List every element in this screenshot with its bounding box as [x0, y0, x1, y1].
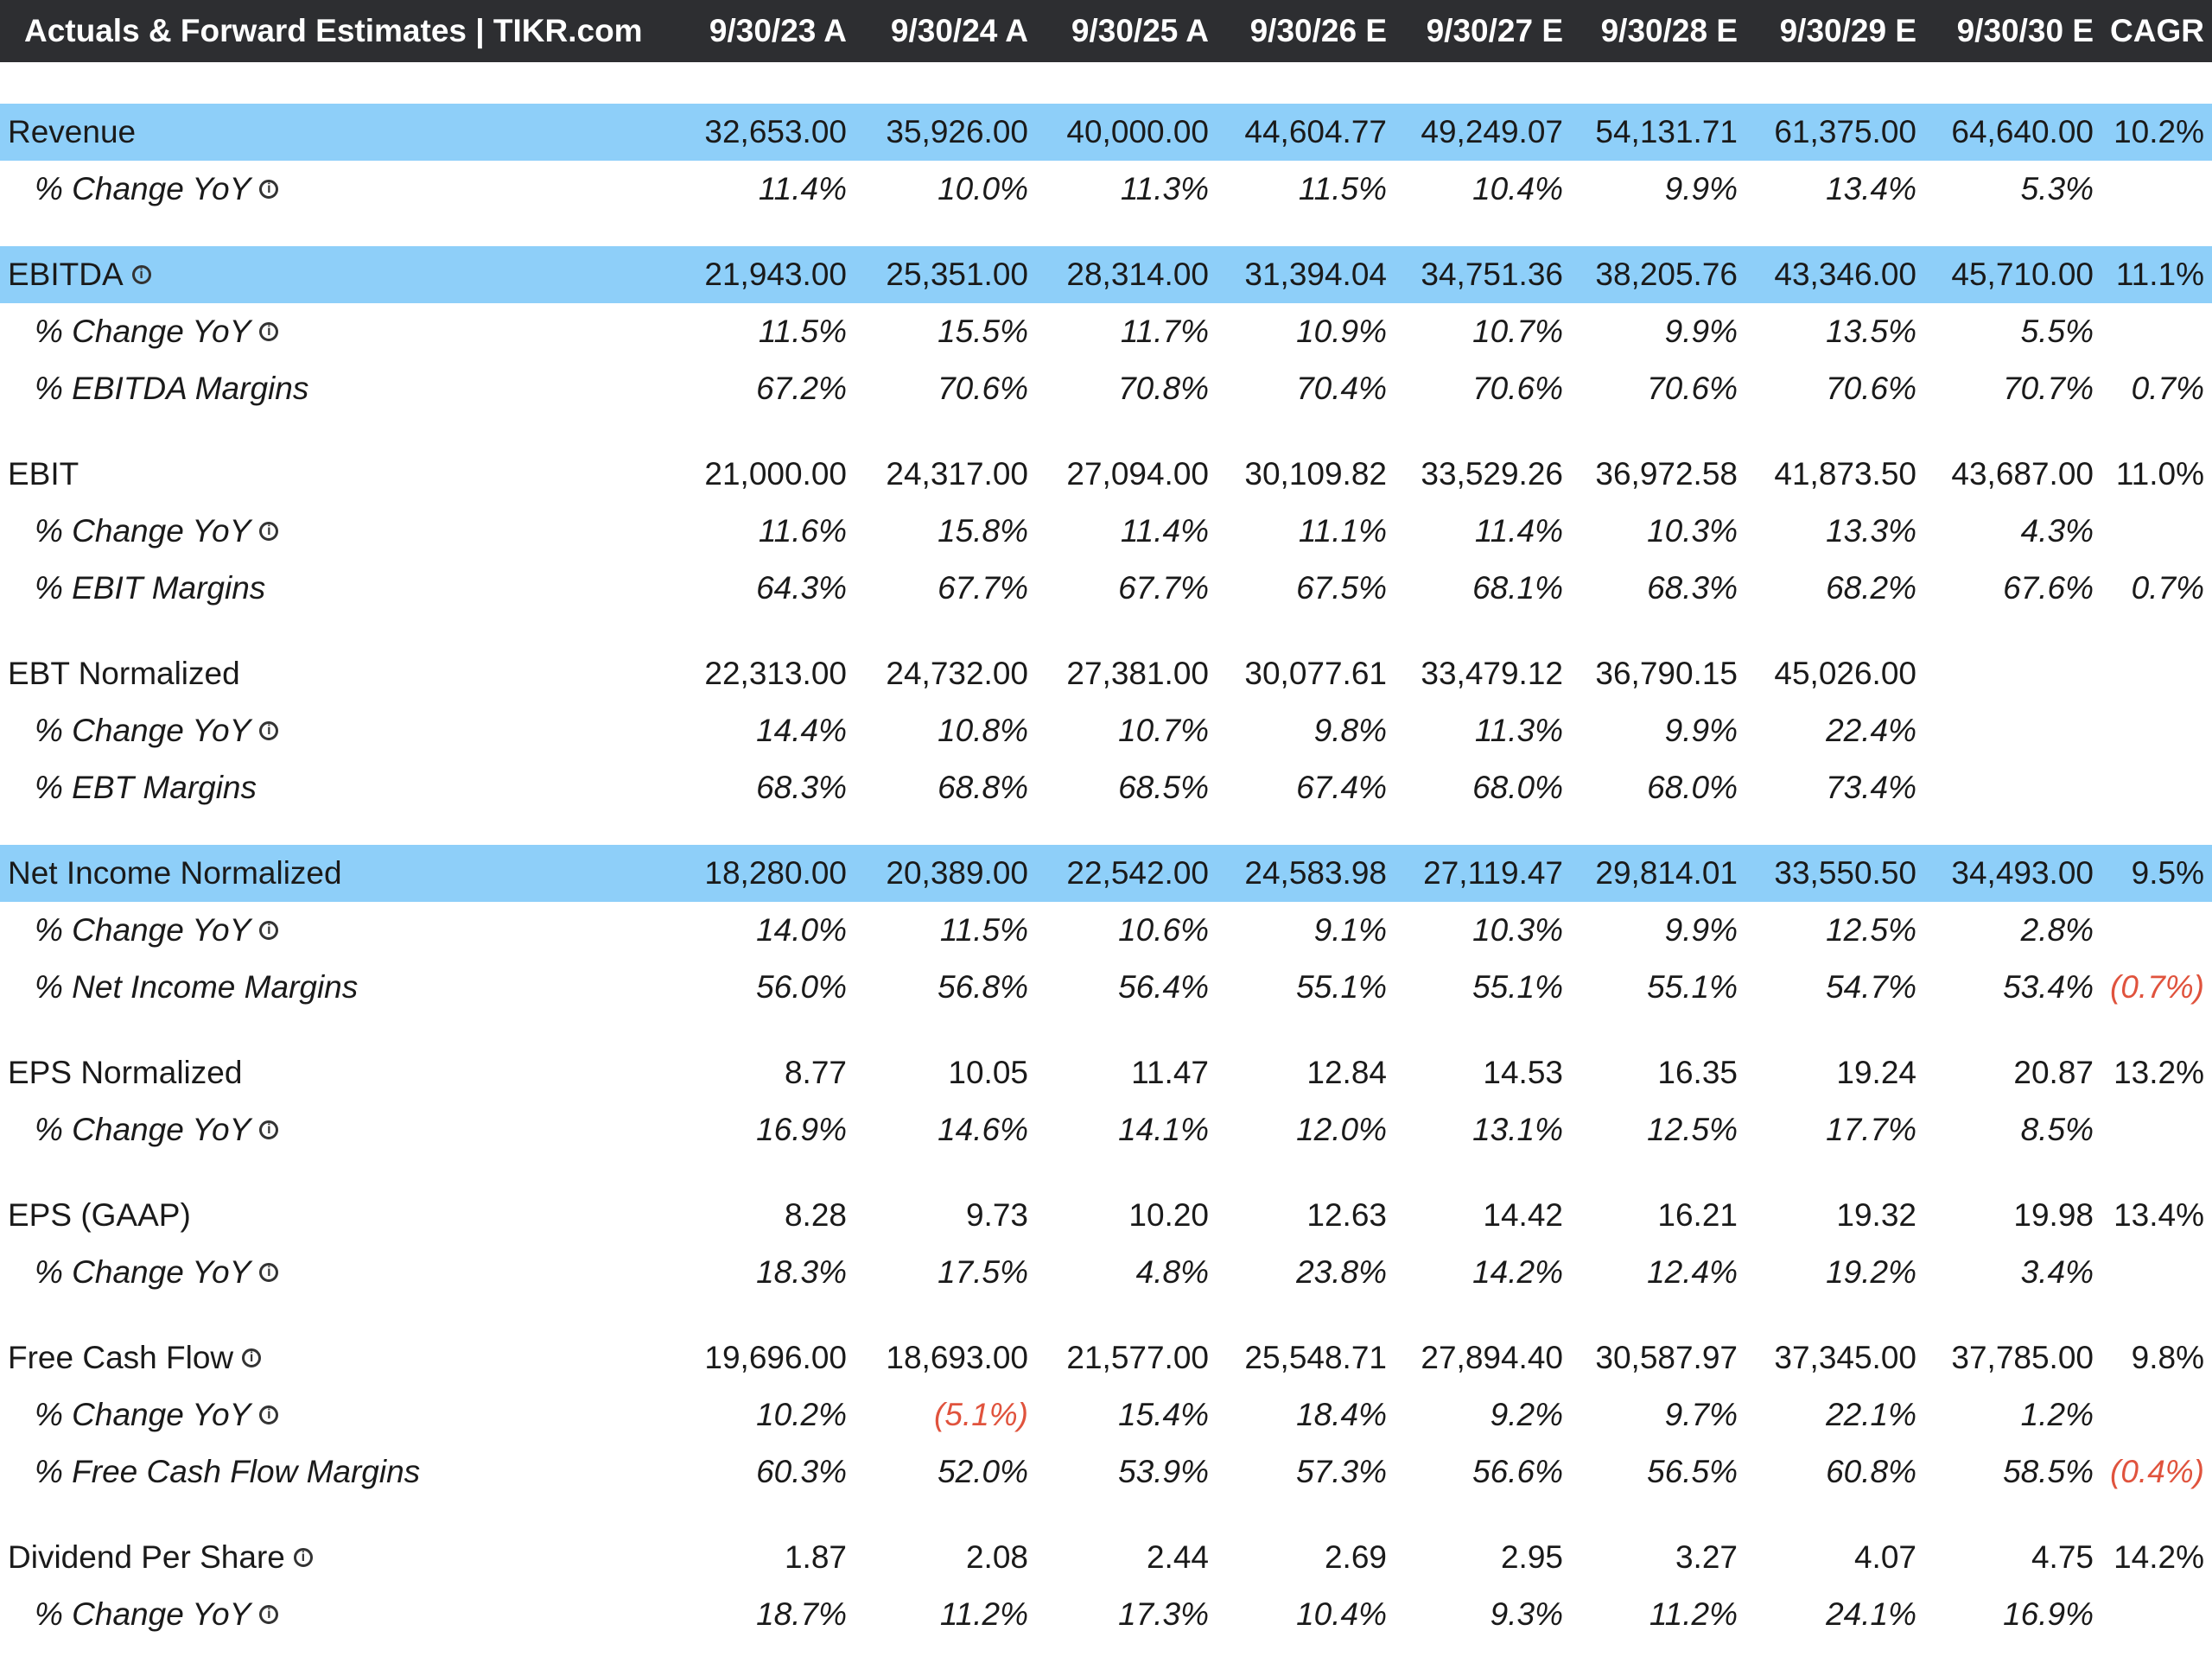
row-label	[8, 104, 136, 161]
value-cell: 13.3%	[1826, 513, 1916, 549]
value-cell: 64,640.00	[1951, 114, 2094, 149]
row-label-text: Dividend Per Share	[8, 1539, 285, 1575]
value-cell: 43,687.00	[1951, 456, 2094, 492]
value-cell: 55.1%	[1472, 969, 1563, 1005]
value-cell: 22,313.00	[704, 656, 847, 691]
row-label	[8, 645, 240, 702]
value-cell: 21,577.00	[1066, 1340, 1209, 1375]
row-label-text: % Change YoY	[35, 513, 251, 549]
value-cell: 53.9%	[1118, 1454, 1209, 1489]
value-cell: 54,131.71	[1595, 114, 1738, 149]
value-cell: 11.4%	[1474, 513, 1563, 549]
cagr-cell: 13.4%	[2113, 1197, 2204, 1233]
table-row	[0, 759, 2212, 816]
row-label	[35, 959, 358, 1016]
value-cell: 14.0%	[756, 912, 847, 948]
column-header[interactable]: 9/30/30 E	[1956, 13, 2094, 48]
value-cell: 9.3%	[1490, 1596, 1563, 1632]
value-cell: 30,077.61	[1244, 656, 1387, 691]
value-cell: 68.8%	[938, 770, 1028, 805]
value-cell: 13.1%	[1472, 1112, 1563, 1147]
value-cell: 68.3%	[756, 770, 847, 805]
row-label	[35, 303, 278, 360]
value-cell: 27,119.47	[1423, 855, 1563, 891]
value-cell: 11.47	[1131, 1055, 1209, 1090]
value-cell: 70.6%	[1647, 371, 1738, 406]
value-cell: 9.9%	[1664, 912, 1738, 948]
value-cell: 9.9%	[1664, 171, 1738, 206]
value-cell: 15.4%	[1118, 1397, 1209, 1432]
table-row	[0, 104, 2212, 161]
table-row	[0, 503, 2212, 560]
value-cell: 2.8%	[2020, 912, 2094, 948]
row-label-text: % EBT Margins	[35, 770, 257, 805]
row-label	[8, 1044, 242, 1101]
value-cell: 10.2%	[756, 1397, 847, 1432]
row-label-text: EPS (GAAP)	[8, 1197, 191, 1233]
value-cell: 67.5%	[1296, 570, 1387, 606]
cagr-cell: (0.4%)	[2110, 1454, 2204, 1489]
value-cell: 11.4%	[1120, 513, 1209, 549]
value-cell: 73.4%	[1826, 770, 1916, 805]
table-row	[0, 902, 2212, 959]
info-icon[interactable]: i	[294, 1548, 313, 1567]
value-cell: 19.98	[2013, 1197, 2094, 1233]
value-cell: 33,550.50	[1774, 855, 1916, 891]
value-cell: 68.2%	[1826, 570, 1916, 606]
value-cell: 70.6%	[1472, 371, 1563, 406]
row-label	[35, 702, 278, 759]
row-label-text: EBT Normalized	[8, 656, 240, 691]
value-cell: 38,205.76	[1595, 257, 1738, 292]
value-cell: 4.07	[1853, 1539, 1916, 1575]
value-cell: 30,587.97	[1595, 1340, 1738, 1375]
value-cell: 70.8%	[1118, 371, 1209, 406]
value-cell: 56.0%	[756, 969, 847, 1005]
row-label	[8, 246, 151, 303]
value-cell: 27,381.00	[1066, 656, 1209, 691]
value-cell: 9.7%	[1664, 1397, 1738, 1432]
value-cell: 21,943.00	[704, 257, 847, 292]
value-cell: 17.5%	[938, 1254, 1028, 1290]
info-icon[interactable]: i	[259, 322, 278, 341]
table-row	[0, 161, 2212, 218]
value-cell: 37,785.00	[1951, 1340, 2094, 1375]
value-cell: 10.20	[1128, 1197, 1209, 1233]
value-cell: 11.3%	[1120, 171, 1209, 206]
value-cell: 2.08	[965, 1539, 1028, 1575]
value-cell: 45,026.00	[1774, 656, 1916, 691]
value-cell: 18,693.00	[886, 1340, 1028, 1375]
value-cell: 67.6%	[2003, 570, 2094, 606]
info-icon[interactable]: i	[259, 1120, 278, 1139]
table-row	[0, 446, 2212, 503]
column-header[interactable]: 9/30/25 A	[1071, 13, 1209, 48]
value-cell: 12.5%	[1647, 1112, 1738, 1147]
column-header[interactable]: 9/30/29 E	[1779, 13, 1916, 48]
table-header	[0, 0, 2212, 62]
table-row	[0, 845, 2212, 902]
table-row	[0, 1044, 2212, 1101]
table-row	[0, 959, 2212, 1016]
value-cell: 10.8%	[938, 713, 1028, 748]
value-cell: 57.3%	[1296, 1454, 1387, 1489]
value-cell: 8.77	[784, 1055, 847, 1090]
value-cell: 49,249.07	[1421, 114, 1563, 149]
value-cell: 12.5%	[1826, 912, 1916, 948]
value-cell: 41,873.50	[1774, 456, 1916, 492]
value-cell: 60.8%	[1826, 1454, 1916, 1489]
value-cell: 29,814.01	[1595, 855, 1738, 891]
value-cell: 35,926.00	[886, 114, 1028, 149]
value-cell: 70.4%	[1296, 371, 1387, 406]
row-label	[35, 161, 278, 218]
value-cell: 24,732.00	[886, 656, 1028, 691]
value-cell: 18.4%	[1296, 1397, 1387, 1432]
table-row	[0, 1187, 2212, 1244]
value-cell: 33,479.12	[1421, 656, 1563, 691]
value-cell: 34,493.00	[1951, 855, 2094, 891]
value-cell: 70.6%	[938, 371, 1028, 406]
value-cell: 20,389.00	[886, 855, 1028, 891]
value-cell: 37,345.00	[1774, 1340, 1916, 1375]
value-cell: 4.3%	[2020, 513, 2094, 549]
value-cell: 17.7%	[1826, 1112, 1916, 1147]
value-cell: 9.8%	[1313, 713, 1387, 748]
row-label	[35, 902, 278, 959]
value-cell: 9.1%	[1313, 912, 1387, 948]
row-label-text: % EBIT Margins	[35, 570, 266, 606]
table-row	[0, 246, 2212, 303]
row-label-text: % Change YoY	[35, 314, 251, 349]
row-label	[8, 446, 79, 503]
value-cell: 31,394.04	[1244, 257, 1387, 292]
value-cell: 15.5%	[938, 314, 1028, 349]
value-cell: 16.9%	[2003, 1596, 2094, 1632]
value-cell: 18,280.00	[704, 855, 847, 891]
cagr-cell: 14.2%	[2113, 1539, 2204, 1575]
value-cell: 19.2%	[1826, 1254, 1916, 1290]
info-icon[interactable]: i	[259, 1263, 278, 1282]
cagr-cell: 11.0%	[2115, 456, 2204, 492]
table-row	[0, 1586, 2212, 1643]
column-header[interactable]: 9/30/26 E	[1249, 13, 1387, 48]
value-cell: 19,696.00	[704, 1340, 847, 1375]
cagr-cell: 9.8%	[2131, 1340, 2204, 1375]
value-cell: 11.6%	[758, 513, 847, 549]
cagr-cell: 0.7%	[2131, 570, 2204, 606]
value-cell: 56.8%	[938, 969, 1028, 1005]
row-label	[35, 360, 308, 417]
row-label-text: Net Income Normalized	[8, 855, 342, 891]
cagr-cell: 11.1%	[2115, 257, 2204, 292]
value-cell: 68.5%	[1118, 770, 1209, 805]
value-cell: 18.3%	[756, 1254, 847, 1290]
value-cell: 70.6%	[1826, 371, 1916, 406]
info-icon[interactable]: i	[242, 1348, 261, 1367]
value-cell: 11.5%	[758, 314, 847, 349]
column-header[interactable]: 9/30/28 E	[1600, 13, 1738, 48]
row-label	[35, 503, 278, 560]
value-cell: 32,653.00	[704, 114, 847, 149]
value-cell: 5.5%	[2020, 314, 2094, 349]
value-cell: 10.7%	[1118, 713, 1209, 748]
column-header[interactable]: 9/30/23 A	[709, 13, 847, 48]
row-label-text: EPS Normalized	[8, 1055, 243, 1090]
value-cell: 12.4%	[1647, 1254, 1738, 1290]
value-cell: 67.2%	[756, 371, 847, 406]
value-cell: 5.3%	[2020, 171, 2094, 206]
value-cell: 21,000.00	[704, 456, 847, 492]
column-header[interactable]: 9/30/24 A	[890, 13, 1028, 48]
info-icon[interactable]: i	[259, 522, 278, 541]
value-cell: 24.1%	[1826, 1596, 1916, 1632]
value-cell: 70.7%	[2003, 371, 2094, 406]
value-cell: 3.4%	[2020, 1254, 2094, 1290]
value-cell: 68.1%	[1472, 570, 1563, 606]
value-cell: 19.24	[1836, 1055, 1916, 1090]
row-label	[8, 845, 342, 902]
table-row	[0, 1386, 2212, 1443]
value-cell: 18.7%	[756, 1596, 847, 1632]
value-cell: 12.0%	[1296, 1112, 1387, 1147]
value-cell: 44,604.77	[1244, 114, 1387, 149]
value-cell: 22.4%	[1826, 713, 1916, 748]
value-cell: 10.7%	[1472, 314, 1563, 349]
value-cell: 2.95	[1500, 1539, 1563, 1575]
value-cell: 52.0%	[938, 1454, 1028, 1489]
value-cell: 4.75	[2031, 1539, 2094, 1575]
value-cell: 24,317.00	[886, 456, 1028, 492]
value-cell: 61,375.00	[1774, 114, 1916, 149]
value-cell: 11.5%	[939, 912, 1028, 948]
column-header[interactable]: CAGR	[2110, 13, 2204, 48]
table-row	[0, 360, 2212, 417]
value-cell: 60.3%	[756, 1454, 847, 1489]
table-row	[0, 303, 2212, 360]
value-cell: 16.35	[1657, 1055, 1738, 1090]
value-cell: 45,710.00	[1951, 257, 2094, 292]
value-cell: 56.5%	[1647, 1454, 1738, 1489]
table-row	[0, 1529, 2212, 1586]
value-cell: 67.4%	[1296, 770, 1387, 805]
row-label-text: % EBITDA Margins	[35, 371, 309, 406]
value-cell: 16.21	[1657, 1197, 1738, 1233]
value-cell: 9.9%	[1664, 713, 1738, 748]
value-cell: 11.3%	[1474, 713, 1563, 748]
row-label	[35, 1386, 278, 1443]
cagr-cell: 13.2%	[2113, 1055, 2204, 1090]
value-cell: 55.1%	[1647, 969, 1738, 1005]
value-cell: 24,583.98	[1244, 855, 1387, 891]
value-cell: 55.1%	[1296, 969, 1387, 1005]
info-icon[interactable]: i	[259, 180, 278, 199]
value-cell: 10.3%	[1472, 912, 1563, 948]
value-cell: 68.3%	[1647, 570, 1738, 606]
table-row	[0, 645, 2212, 702]
row-label-text: % Net Income Margins	[35, 969, 359, 1005]
value-cell: 11.5%	[1298, 171, 1387, 206]
value-cell: 14.1%	[1118, 1112, 1209, 1147]
info-icon[interactable]: i	[259, 1405, 278, 1424]
cagr-cell: 9.5%	[2131, 855, 2204, 891]
row-label-text: % Change YoY	[35, 912, 251, 948]
row-label-text: % Change YoY	[35, 1397, 251, 1432]
info-icon[interactable]: i	[259, 921, 278, 940]
row-label-text: % Free Cash Flow Margins	[35, 1454, 421, 1489]
value-cell: 8.5%	[2020, 1112, 2094, 1147]
row-label	[35, 560, 265, 617]
value-cell: 2.44	[1146, 1539, 1209, 1575]
value-cell: 67.7%	[938, 570, 1028, 606]
info-icon[interactable]: i	[259, 1605, 278, 1624]
value-cell: 14.4%	[756, 713, 847, 748]
row-label-text: EBITDA	[8, 257, 124, 292]
value-cell: 14.53	[1483, 1055, 1563, 1090]
value-cell: 25,351.00	[886, 257, 1028, 292]
value-cell: 8.28	[784, 1197, 847, 1233]
value-cell: 10.9%	[1296, 314, 1387, 349]
value-cell: 30,109.82	[1244, 456, 1387, 492]
value-cell: 64.3%	[756, 570, 847, 606]
row-label-text: % Change YoY	[35, 1112, 251, 1147]
value-cell: (5.1%)	[934, 1397, 1028, 1432]
value-cell: 10.4%	[1296, 1596, 1387, 1632]
value-cell: 56.6%	[1472, 1454, 1563, 1489]
value-cell: 10.6%	[1118, 912, 1209, 948]
row-label-text: Free Cash Flow	[8, 1340, 234, 1375]
value-cell: 16.9%	[756, 1112, 847, 1147]
value-cell: 36,972.58	[1595, 456, 1738, 492]
value-cell: 58.5%	[2003, 1454, 2094, 1489]
table-row	[0, 1244, 2212, 1301]
value-cell: 13.4%	[1826, 171, 1916, 206]
info-icon[interactable]: i	[132, 265, 151, 284]
value-cell: 9.2%	[1490, 1397, 1563, 1432]
value-cell: 14.6%	[938, 1112, 1028, 1147]
value-cell: 1.87	[784, 1539, 847, 1575]
value-cell: 9.9%	[1664, 314, 1738, 349]
row-label-text: Revenue	[8, 114, 137, 149]
value-cell: 11.2%	[1649, 1596, 1738, 1632]
row-label	[35, 1101, 278, 1158]
value-cell: 11.7%	[1120, 314, 1209, 349]
value-cell: 1.2%	[2020, 1397, 2094, 1432]
value-cell: 11.2%	[939, 1596, 1028, 1632]
table-title: Actuals & Forward Estimates | TIKR.com	[24, 13, 643, 48]
value-cell: 33,529.26	[1421, 456, 1563, 492]
value-cell: 68.0%	[1647, 770, 1738, 805]
value-cell: 67.7%	[1118, 570, 1209, 606]
value-cell: 36,790.15	[1595, 656, 1738, 691]
value-cell: 54.7%	[1826, 969, 1916, 1005]
table-row	[0, 1329, 2212, 1386]
column-header[interactable]: 9/30/27 E	[1426, 13, 1563, 48]
row-label	[35, 759, 257, 816]
row-label-text: % Change YoY	[35, 1596, 251, 1632]
value-cell: 12.84	[1306, 1055, 1387, 1090]
cagr-cell: 0.7%	[2131, 371, 2204, 406]
value-cell: 3.27	[1675, 1539, 1738, 1575]
info-icon[interactable]: i	[259, 721, 278, 740]
value-cell: 2.69	[1324, 1539, 1387, 1575]
value-cell: 15.8%	[938, 513, 1028, 549]
row-label-text: % Change YoY	[35, 171, 251, 206]
row-label	[8, 1529, 313, 1586]
table-row	[0, 1101, 2212, 1158]
value-cell: 11.4%	[758, 171, 847, 206]
value-cell: 10.0%	[938, 171, 1028, 206]
value-cell: 10.3%	[1647, 513, 1738, 549]
value-cell: 12.63	[1306, 1197, 1387, 1233]
row-label	[35, 1443, 420, 1501]
value-cell: 20.87	[2013, 1055, 2094, 1090]
value-cell: 22,542.00	[1066, 855, 1209, 891]
value-cell: 27,894.40	[1421, 1340, 1563, 1375]
value-cell: 4.8%	[1135, 1254, 1209, 1290]
value-cell: 40,000.00	[1066, 114, 1209, 149]
value-cell: 10.4%	[1472, 171, 1563, 206]
value-cell: 19.32	[1836, 1197, 1916, 1233]
row-label	[35, 1244, 278, 1301]
value-cell: 43,346.00	[1774, 257, 1916, 292]
value-cell: 68.0%	[1472, 770, 1563, 805]
row-label	[35, 1586, 278, 1643]
value-cell: 25,548.71	[1244, 1340, 1387, 1375]
value-cell: 56.4%	[1118, 969, 1209, 1005]
value-cell: 28,314.00	[1066, 257, 1209, 292]
value-cell: 34,751.36	[1421, 257, 1563, 292]
value-cell: 11.1%	[1298, 513, 1387, 549]
value-cell: 17.3%	[1118, 1596, 1209, 1632]
table-row	[0, 702, 2212, 759]
cagr-cell: (0.7%)	[2110, 969, 2204, 1005]
table-row	[0, 1443, 2212, 1501]
value-cell: 27,094.00	[1066, 456, 1209, 492]
row-label-text: % Change YoY	[35, 713, 251, 748]
value-cell: 9.73	[965, 1197, 1028, 1233]
row-label-text: EBIT	[8, 456, 79, 492]
value-cell: 10.05	[948, 1055, 1028, 1090]
row-label	[8, 1329, 261, 1386]
table-row	[0, 560, 2212, 617]
row-label	[8, 1187, 191, 1244]
value-cell: 23.8%	[1296, 1254, 1387, 1290]
cagr-cell: 10.2%	[2113, 114, 2204, 149]
value-cell: 14.42	[1483, 1197, 1563, 1233]
value-cell: 14.2%	[1472, 1254, 1563, 1290]
value-cell: 53.4%	[2003, 969, 2094, 1005]
value-cell: 22.1%	[1826, 1397, 1916, 1432]
value-cell: 13.5%	[1826, 314, 1916, 349]
row-label-text: % Change YoY	[35, 1254, 251, 1290]
